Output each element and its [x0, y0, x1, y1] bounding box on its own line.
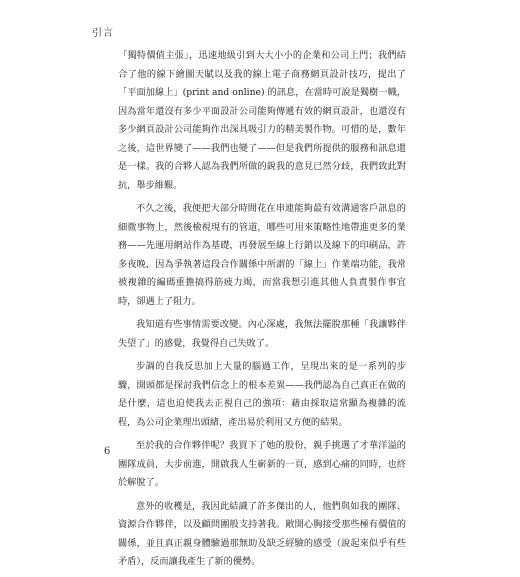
paragraph: 至於我的合作夥伴呢？我買下了她的股份，親手挑選了才華洋溢的團隊成員，大步前進，開啟我人生嶄新的一頁，感到心痛的同時，也終於解脫了。 — [118, 440, 406, 488]
paragraph: 「獨特價值主張」，迅速地級引到大大小小的企業和公司上門；我們結合了他的線下繪圖天賦以及我的線上電子商務網頁設計技巧，提出了「平面加線上」(print and online) 的訊息，在當時可說是獨樹一幟，因為當年還沒有多少平面設計公司能夠傳遞有效的網頁設計，也還沒有多少網頁設計公司能夠作出深具吸引力的精美製作物。可惜的是，數年之後，這世界變了——我們也變了——但是我們所提供的服務和訊息還是一樣。我的合夥人認為我們所做的銳我的意見已然分歧，我們致此對抗，舉步維艱。 — [118, 50, 406, 191]
body-text — [118, 47, 406, 577]
page-number: 6 — [104, 446, 111, 457]
paragraph: 步調的自我反思加上大量的腦過工作，呈現出來的是一系列的步驟，開頭都是探討我們信念上的根本差異——我們認為自己真正在做的是什麼，這也迫使我去正視自己的強項：藉由採取這常顯為複雜的流程，為公司企業理出頭緒，產出易於利用又方便的結果。 — [118, 361, 406, 428]
running-head: 引言 — [92, 28, 114, 39]
paragraph: 不久之後，我便把大部分時間花在串連能夠最有效溝通客戶訊息的細微事物上，然後檢視現有的管道，哪些可用來策略性地帶進更多的業務——先運用網站作為基礎，再發展至線上行銷以及線下的印刷品，許多夜晚，因為爭執著這段合作關係中所謂的「線上」作業端功能，我常被複雜的編碼重擔搞得筋疲力竭，而當我想引進其他人負責製作事宜時，卻遇上了阻力。 — [118, 203, 406, 307]
paragraph: 意外的收穫是，我因此結識了許多傑出的人，他們與如我的團隊、資源合作夥伴，以及顧問團般支持著我。敞開心胸接受那些極有價值的關係，並且真正親身體驗過那無助及缺乏經驗的感受（說起來似乎有些矛盾），反而讓我產生了新的優勢。 — [118, 500, 406, 567]
paragraph: 我知道有些事情需要改變。內心深處，我無法擺脫那種「我讓夥伴失望了」的感覺，我覺得自己失敗了。 — [118, 319, 406, 349]
